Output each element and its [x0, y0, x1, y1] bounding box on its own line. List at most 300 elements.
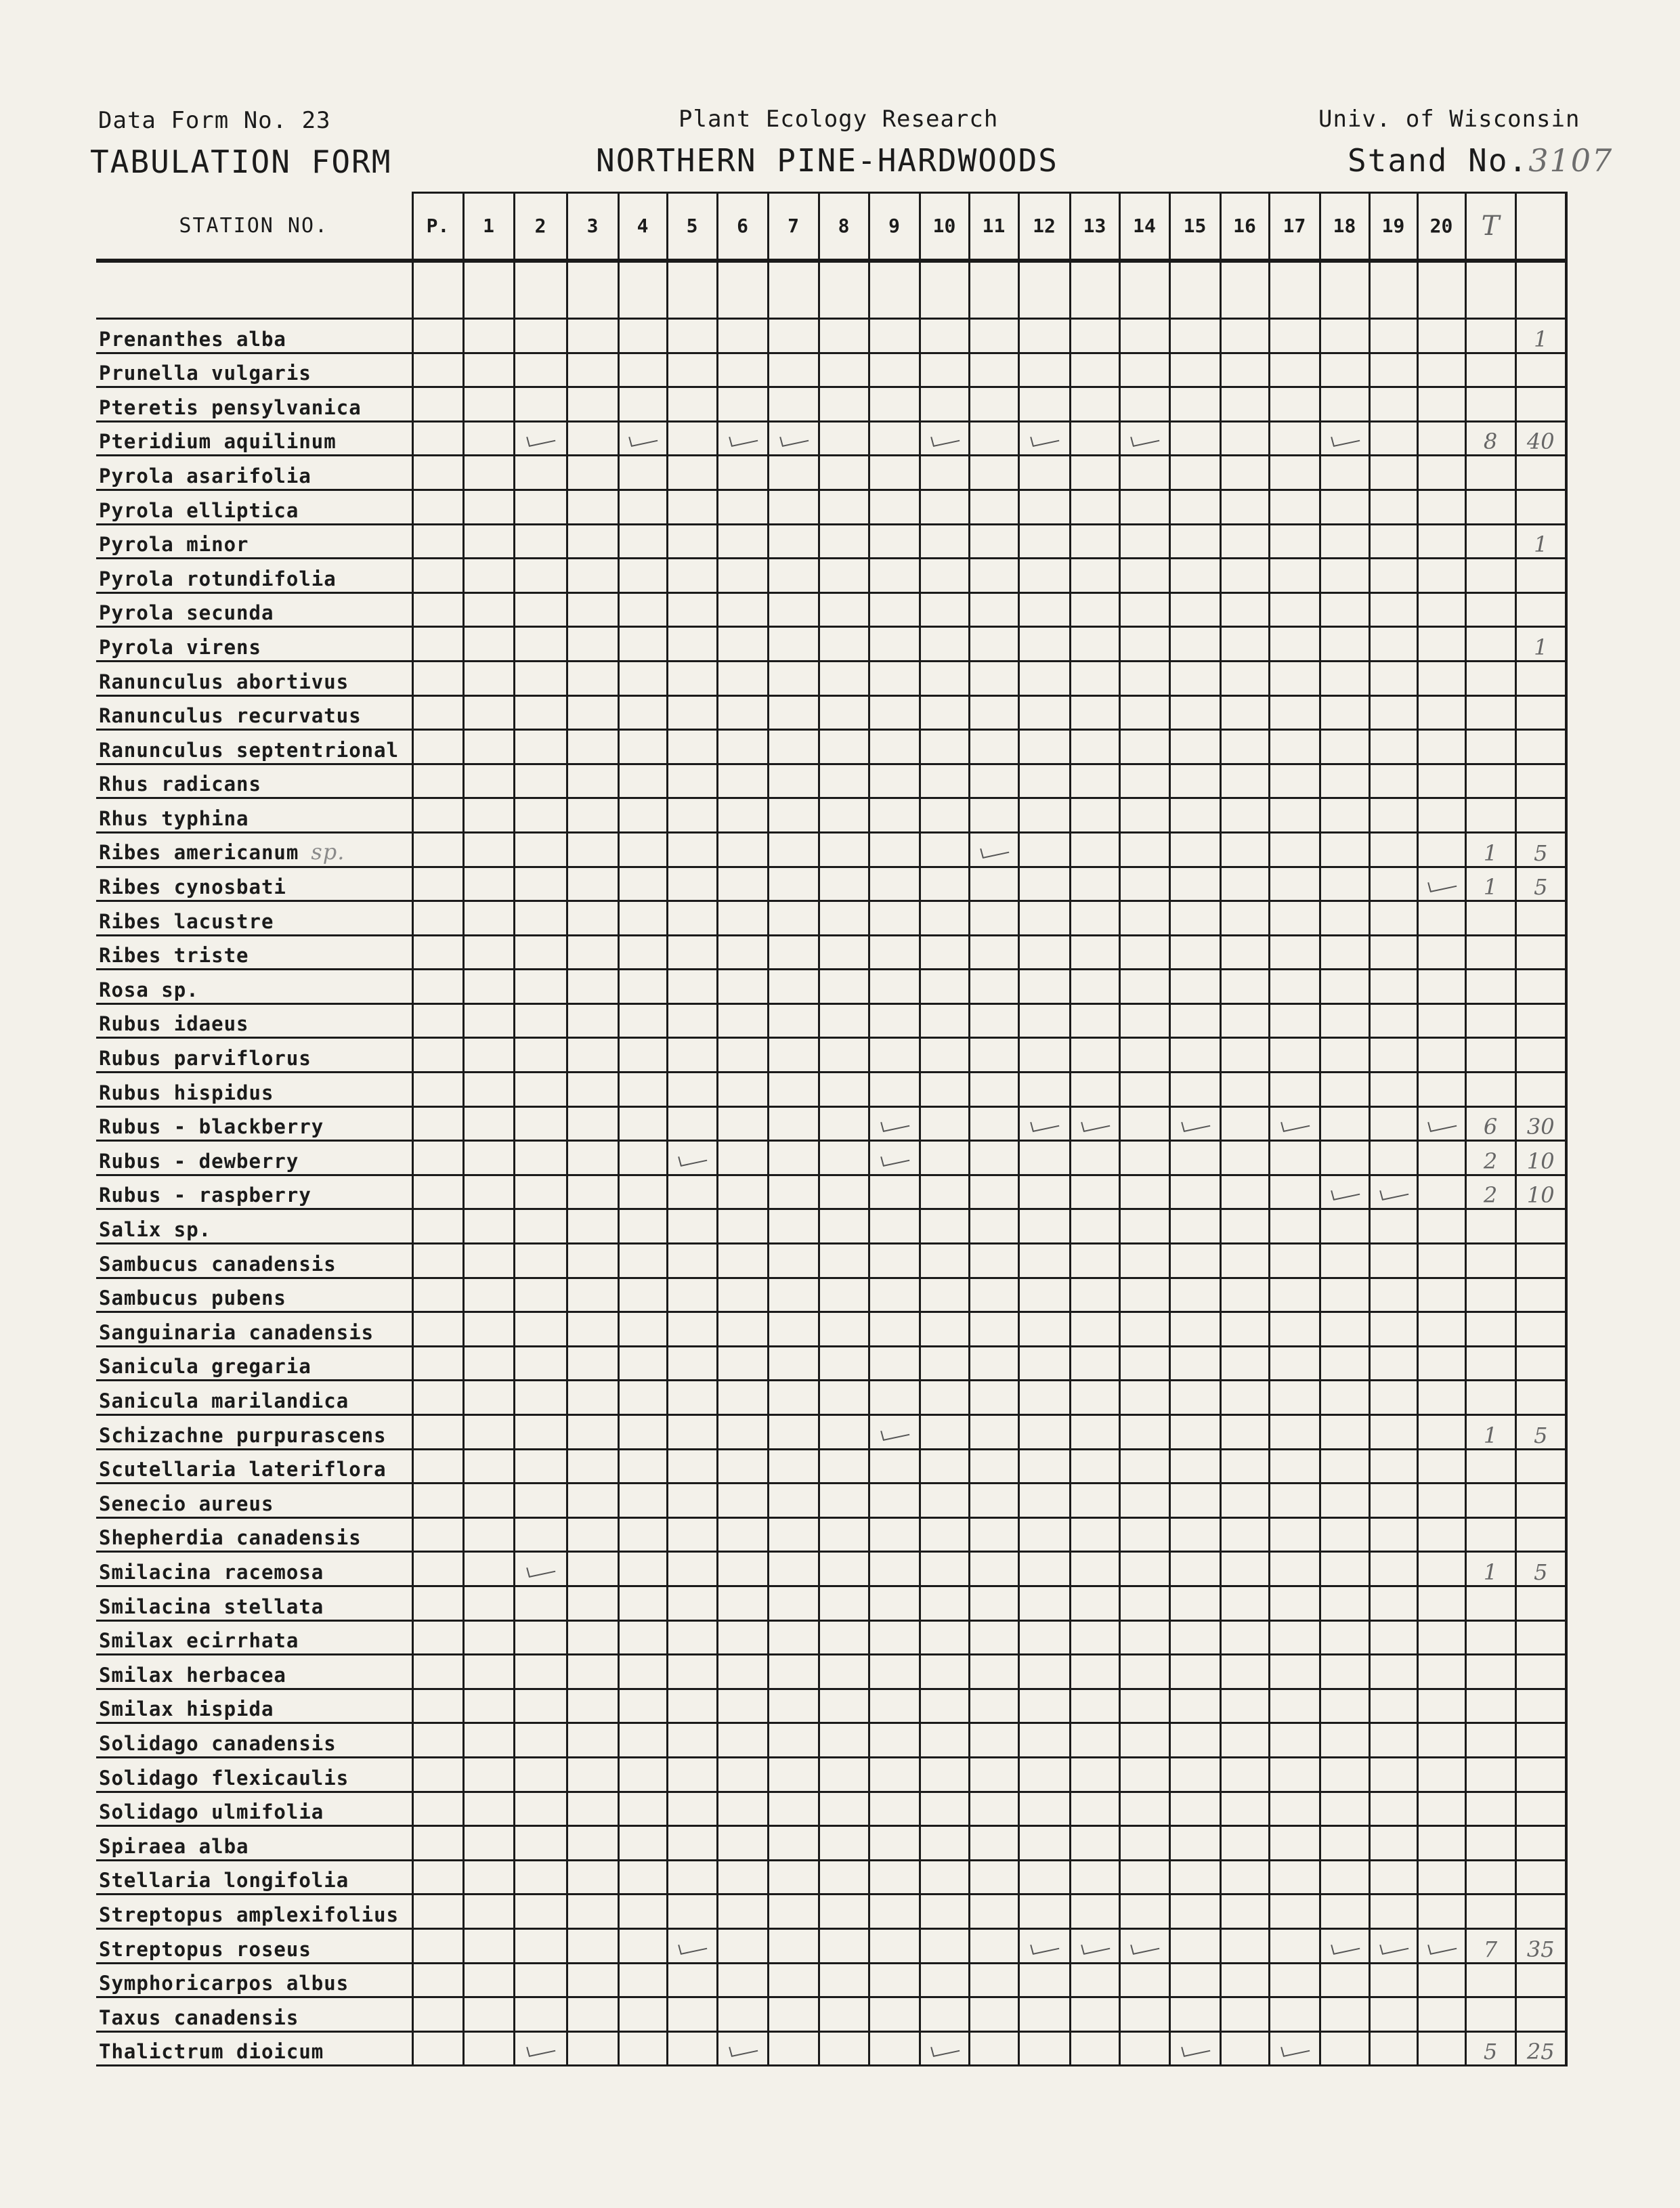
cell-station-5 — [667, 319, 717, 353]
col-header-station-15: 15 — [1169, 193, 1220, 261]
cell-station-7 — [768, 695, 819, 730]
cell-station-20 — [1417, 1175, 1465, 1209]
cell-station-16 — [1220, 1586, 1269, 1620]
cell-station-19 — [1369, 1209, 1417, 1244]
cell-station-14 — [1119, 1106, 1169, 1141]
cell-station-7 — [768, 1586, 819, 1620]
cell-station-9 — [869, 1655, 920, 1689]
cell-station-4 — [618, 1003, 667, 1038]
cell-station-18 — [1320, 1757, 1369, 1792]
species-name — [96, 559, 412, 593]
cell-station-14 — [1119, 970, 1169, 1004]
cell-station-18 — [1320, 798, 1369, 833]
cell-station-4 — [618, 353, 667, 387]
cell-station-4 — [618, 2031, 667, 2066]
cell-station-15 — [1169, 1449, 1220, 1484]
col-header-station-14: 14 — [1119, 193, 1169, 261]
cell-station-11 — [969, 1106, 1018, 1141]
total-count — [1465, 1655, 1515, 1689]
cell-station-14 — [1119, 387, 1169, 422]
cell-station-4 — [618, 261, 667, 319]
cell-station-P. — [412, 832, 463, 867]
cell-station-5 — [667, 456, 717, 490]
cell-station-7 — [768, 1106, 819, 1141]
cell-station-3 — [567, 1038, 618, 1073]
cell-station-14 — [1119, 1415, 1169, 1450]
cell-station-19 — [1369, 1552, 1417, 1586]
cell-station-1 — [463, 1928, 514, 1963]
cell-station-14 — [1119, 261, 1169, 319]
cell-station-2 — [514, 1655, 567, 1689]
cell-station-20 — [1417, 1655, 1465, 1689]
cell-station-6 — [717, 2031, 768, 2066]
cell-station-15 — [1169, 1209, 1220, 1244]
cell-station-6 — [717, 832, 768, 867]
cell-station-1 — [463, 490, 514, 524]
cell-station-2 — [514, 627, 567, 662]
cell-station-4 — [618, 798, 667, 833]
cell-station-5 — [667, 1106, 717, 1141]
cell-station-P. — [412, 1517, 463, 1552]
cell-station-20 — [1417, 1620, 1465, 1655]
cell-station-P. — [412, 1415, 463, 1450]
cell-station-3 — [567, 1620, 618, 1655]
cell-station-5 — [667, 1346, 717, 1381]
cell-station-15 — [1169, 1860, 1220, 1895]
species-name — [96, 1517, 412, 1552]
species-label: Rubus - blackberry — [99, 1115, 324, 1139]
species-name — [96, 490, 412, 524]
check-mark-icon — [1029, 1945, 1060, 1957]
cell-station-20 — [1417, 1963, 1465, 1997]
cell-station-13 — [1070, 1586, 1119, 1620]
cell-station-P. — [412, 421, 463, 456]
cell-station-3 — [567, 353, 618, 387]
cell-station-7 — [768, 935, 819, 970]
cell-station-16 — [1220, 970, 1269, 1004]
cell-station-6 — [717, 1689, 768, 1723]
cell-station-17 — [1269, 935, 1320, 970]
cell-station-16 — [1220, 798, 1269, 833]
cell-station-1 — [463, 1278, 514, 1312]
cell-station-14 — [1119, 353, 1169, 387]
cell-station-17 — [1269, 1449, 1320, 1484]
cell-station-19 — [1369, 353, 1417, 387]
total-count: 2 — [1465, 1141, 1515, 1175]
cell-station-19 — [1369, 798, 1417, 833]
cell-station-P. — [412, 798, 463, 833]
cell-station-9 — [869, 261, 920, 319]
cell-station-15 — [1169, 1655, 1220, 1689]
cell-station-7 — [768, 1175, 819, 1209]
cell-station-16 — [1220, 1655, 1269, 1689]
cell-station-8 — [819, 490, 869, 524]
total-count: 7 — [1465, 1928, 1515, 1963]
cell-station-13 — [1070, 1928, 1119, 1963]
species-label: Schizachne purpurascens — [99, 1423, 387, 1447]
cell-station-17 — [1269, 1689, 1320, 1723]
cell-station-P. — [412, 1963, 463, 1997]
cell-station-6 — [717, 1552, 768, 1586]
species-label: Rubus idaeus — [99, 1012, 249, 1036]
cell-station-12 — [1018, 867, 1070, 901]
cell-station-3 — [567, 1003, 618, 1038]
cell-station-10 — [920, 935, 969, 970]
species-name — [96, 1209, 412, 1244]
cell-station-7 — [768, 1552, 819, 1586]
cell-station-1 — [463, 1895, 514, 1929]
cell-station-12 — [1018, 1757, 1070, 1792]
cell-station-15 — [1169, 1757, 1220, 1792]
total-count — [1465, 1963, 1515, 1997]
cell-station-12 — [1018, 832, 1070, 867]
cell-station-16 — [1220, 1141, 1269, 1175]
cell-station-10 — [920, 1003, 969, 1038]
cell-station-14 — [1119, 1586, 1169, 1620]
cell-station-2 — [514, 901, 567, 936]
total-count — [1465, 1209, 1515, 1244]
cell-station-3 — [567, 627, 618, 662]
species-name — [96, 661, 412, 695]
cell-station-9 — [869, 421, 920, 456]
frequency-value — [1515, 1278, 1566, 1312]
cell-station-16 — [1220, 490, 1269, 524]
cell-station-3 — [567, 1928, 618, 1963]
cell-station-2 — [514, 1895, 567, 1929]
table-row — [96, 1449, 1566, 1484]
frequency-value — [1515, 1689, 1566, 1723]
species-label: Pyrola secunda — [99, 601, 274, 625]
cell-station-9 — [869, 1757, 920, 1792]
cell-station-17 — [1269, 1723, 1320, 1758]
frequency-value: 10 — [1515, 1175, 1566, 1209]
cell-station-9 — [869, 456, 920, 490]
cell-station-16 — [1220, 1449, 1269, 1484]
species-label: Pyrola rotundifolia — [99, 567, 337, 590]
cell-station-4 — [618, 1689, 667, 1723]
cell-station-9 — [869, 695, 920, 730]
cell-station-20 — [1417, 1038, 1465, 1073]
total-count — [1465, 490, 1515, 524]
cell-station-14 — [1119, 798, 1169, 833]
cell-station-11 — [969, 1826, 1018, 1861]
cell-station-6 — [717, 1963, 768, 1997]
cell-station-11 — [969, 1278, 1018, 1312]
cell-station-17 — [1269, 1963, 1320, 1997]
species-label: Rubus - raspberry — [99, 1184, 311, 1207]
cell-station-16 — [1220, 935, 1269, 970]
cell-station-15 — [1169, 2031, 1220, 2066]
cell-station-5 — [667, 1689, 717, 1723]
cell-station-19 — [1369, 695, 1417, 730]
cell-station-20 — [1417, 867, 1465, 901]
cell-station-P. — [412, 1826, 463, 1861]
table-row — [96, 1826, 1566, 1861]
cell-station-4 — [618, 1552, 667, 1586]
cell-station-19 — [1369, 764, 1417, 798]
species-name — [96, 1997, 412, 2032]
cell-station-19 — [1369, 1312, 1417, 1347]
check-mark-icon — [1329, 1190, 1360, 1203]
cell-station-11 — [969, 627, 1018, 662]
table-row — [96, 1997, 1566, 2032]
cell-station-4 — [618, 1723, 667, 1758]
community-title: NORTHERN PINE-HARDWOODS — [596, 142, 1058, 179]
cell-station-16 — [1220, 730, 1269, 764]
frequency-value: 1 — [1515, 524, 1566, 559]
check-mark-icon — [676, 1945, 708, 1957]
cell-station-11 — [969, 1073, 1018, 1107]
total-count — [1465, 1038, 1515, 1073]
cell-station-12 — [1018, 490, 1070, 524]
frequency-value — [1515, 1655, 1566, 1689]
cell-station-20 — [1417, 661, 1465, 695]
cell-station-7 — [768, 1073, 819, 1107]
cell-station-12 — [1018, 1586, 1070, 1620]
cell-station-9 — [869, 1484, 920, 1518]
cell-station-1 — [463, 1757, 514, 1792]
cell-station-18 — [1320, 1038, 1369, 1073]
cell-station-17 — [1269, 1381, 1320, 1415]
cell-station-14 — [1119, 730, 1169, 764]
cell-station-8 — [819, 1517, 869, 1552]
cell-station-3 — [567, 970, 618, 1004]
cell-station-17 — [1269, 592, 1320, 627]
cell-station-11 — [969, 490, 1018, 524]
cell-station-19 — [1369, 627, 1417, 662]
cell-station-17 — [1269, 1244, 1320, 1278]
cell-station-17 — [1269, 1586, 1320, 1620]
table-row — [96, 970, 1566, 1004]
cell-station-9 — [869, 935, 920, 970]
total-count — [1465, 1312, 1515, 1347]
cell-station-15 — [1169, 1141, 1220, 1175]
species-name — [96, 1141, 412, 1175]
cell-station-8 — [819, 1244, 869, 1278]
cell-station-8 — [819, 1278, 869, 1312]
cell-station-17 — [1269, 1895, 1320, 1929]
cell-station-18 — [1320, 1826, 1369, 1861]
cell-station-17 — [1269, 1346, 1320, 1381]
species-name — [96, 1620, 412, 1655]
cell-station-P. — [412, 970, 463, 1004]
cell-station-P. — [412, 2031, 463, 2066]
cell-station-9 — [869, 592, 920, 627]
cell-station-3 — [567, 1106, 618, 1141]
table-row — [96, 1278, 1566, 1312]
cell-station-12 — [1018, 1038, 1070, 1073]
cell-station-20 — [1417, 353, 1465, 387]
cell-station-13 — [1070, 764, 1119, 798]
cell-station-19 — [1369, 421, 1417, 456]
cell-station-16 — [1220, 1963, 1269, 1997]
cell-station-13 — [1070, 1757, 1119, 1792]
cell-station-9 — [869, 1278, 920, 1312]
species-label: Prunella vulgaris — [99, 362, 311, 385]
cell-station-17 — [1269, 2031, 1320, 2066]
cell-station-10 — [920, 901, 969, 936]
cell-station-6 — [717, 1415, 768, 1450]
cell-station-2 — [514, 353, 567, 387]
university-name: Univ. of Wisconsin — [1318, 106, 1580, 133]
total-count — [1465, 1449, 1515, 1484]
table-row — [96, 1346, 1566, 1381]
cell-station-6 — [717, 1449, 768, 1484]
cell-station-9 — [869, 559, 920, 593]
cell-station-P. — [412, 627, 463, 662]
cell-station-4 — [618, 1073, 667, 1107]
species-name — [96, 319, 412, 353]
cell-station-4 — [618, 559, 667, 593]
total-count — [1465, 1997, 1515, 2032]
cell-station-7 — [768, 2031, 819, 2066]
cell-station-11 — [969, 387, 1018, 422]
table-row — [96, 353, 1566, 387]
cell-station-13 — [1070, 421, 1119, 456]
table-row — [96, 1895, 1566, 1929]
cell-station-3 — [567, 1381, 618, 1415]
cell-station-10 — [920, 1826, 969, 1861]
check-mark-icon — [1426, 1945, 1457, 1957]
cell-station-14 — [1119, 1997, 1169, 2032]
cell-station-9 — [869, 524, 920, 559]
cell-station-18 — [1320, 1346, 1369, 1381]
cell-station-7 — [768, 524, 819, 559]
cell-station-16 — [1220, 2031, 1269, 2066]
cell-station-14 — [1119, 456, 1169, 490]
cell-station-8 — [819, 1003, 869, 1038]
frequency-value: 35 — [1515, 1928, 1566, 1963]
cell-station-6 — [717, 421, 768, 456]
cell-station-18 — [1320, 832, 1369, 867]
cell-station-15 — [1169, 1381, 1220, 1415]
cell-station-7 — [768, 901, 819, 936]
cell-station-4 — [618, 1928, 667, 1963]
cell-station-4 — [618, 1346, 667, 1381]
cell-station-5 — [667, 1381, 717, 1415]
cell-station-3 — [567, 1449, 618, 1484]
cell-station-17 — [1269, 1552, 1320, 1586]
cell-station-8 — [819, 935, 869, 970]
cell-station-8 — [819, 901, 869, 936]
cell-station-8 — [819, 1689, 869, 1723]
cell-station-3 — [567, 524, 618, 559]
total-count — [1465, 1003, 1515, 1038]
cell-station-6 — [717, 1620, 768, 1655]
col-header-station-7: 7 — [768, 193, 819, 261]
species-label: Rosa sp. — [99, 978, 199, 1001]
table-row — [96, 559, 1566, 593]
frequency-value — [1515, 1449, 1566, 1484]
cell-station-17 — [1269, 627, 1320, 662]
frequency-value — [1515, 353, 1566, 387]
cell-station-6 — [717, 1073, 768, 1107]
cell-station-5 — [667, 901, 717, 936]
cell-station-P. — [412, 319, 463, 353]
col-header-station-18: 18 — [1320, 193, 1369, 261]
cell-station-9 — [869, 1038, 920, 1073]
cell-station-16 — [1220, 456, 1269, 490]
cell-station-6 — [717, 261, 768, 319]
cell-station-20 — [1417, 627, 1465, 662]
species-label: Rubus parviflorus — [99, 1047, 311, 1070]
cell-station-12 — [1018, 1106, 1070, 1141]
cell-station-2 — [514, 1517, 567, 1552]
cell-station-15 — [1169, 387, 1220, 422]
species-label: Spiraea alba — [99, 1834, 249, 1858]
cell-station-2 — [514, 1860, 567, 1895]
check-mark-icon — [1079, 1945, 1111, 1957]
frequency-value — [1515, 1346, 1566, 1381]
cell-station-3 — [567, 1415, 618, 1450]
cell-station-14 — [1119, 1038, 1169, 1073]
species-label: Ribes americanum — [99, 840, 299, 864]
cell-station-14 — [1119, 1723, 1169, 1758]
cell-station-6 — [717, 1003, 768, 1038]
cell-station-2 — [514, 387, 567, 422]
cell-station-7 — [768, 559, 819, 593]
cell-station-P. — [412, 1928, 463, 1963]
frequency-value: 1 — [1515, 319, 1566, 353]
total-count — [1465, 661, 1515, 695]
cell-station-10 — [920, 661, 969, 695]
cell-station-2 — [514, 1106, 567, 1141]
cell-station-18 — [1320, 1141, 1369, 1175]
cell-station-15 — [1169, 592, 1220, 627]
cell-station-8 — [819, 524, 869, 559]
cell-station-12 — [1018, 901, 1070, 936]
cell-station-5 — [667, 1449, 717, 1484]
cell-station-11 — [969, 1860, 1018, 1895]
cell-station-12 — [1018, 421, 1070, 456]
cell-station-18 — [1320, 901, 1369, 936]
frequency-value: 10 — [1515, 1141, 1566, 1175]
total-count — [1465, 1757, 1515, 1792]
species-label: Streptopus roseus — [99, 1937, 311, 1961]
cell-station-5 — [667, 1038, 717, 1073]
cell-station-5 — [667, 730, 717, 764]
cell-station-19 — [1369, 1244, 1417, 1278]
cell-station-10 — [920, 353, 969, 387]
cell-station-11 — [969, 592, 1018, 627]
species-name — [96, 261, 412, 319]
check-mark-icon — [1426, 882, 1457, 894]
cell-station-18 — [1320, 1689, 1369, 1723]
cell-station-17 — [1269, 1175, 1320, 1209]
frequency-value — [1515, 1757, 1566, 1792]
cell-station-12 — [1018, 661, 1070, 695]
cell-station-2 — [514, 592, 567, 627]
col-header-station-10: 10 — [920, 193, 969, 261]
cell-station-16 — [1220, 1723, 1269, 1758]
cell-station-3 — [567, 901, 618, 936]
total-count: 6 — [1465, 1106, 1515, 1141]
species-name — [96, 1723, 412, 1758]
cell-station-5 — [667, 695, 717, 730]
cell-station-2 — [514, 730, 567, 764]
cell-station-18 — [1320, 730, 1369, 764]
cell-station-12 — [1018, 1312, 1070, 1347]
cell-station-15 — [1169, 695, 1220, 730]
cell-station-1 — [463, 524, 514, 559]
cell-station-12 — [1018, 1928, 1070, 1963]
cell-station-5 — [667, 1003, 717, 1038]
cell-station-6 — [717, 1997, 768, 2032]
cell-station-10 — [920, 1723, 969, 1758]
total-count — [1465, 1517, 1515, 1552]
species-label: Ranunculus abortivus — [99, 670, 349, 693]
cell-station-13 — [1070, 1860, 1119, 1895]
